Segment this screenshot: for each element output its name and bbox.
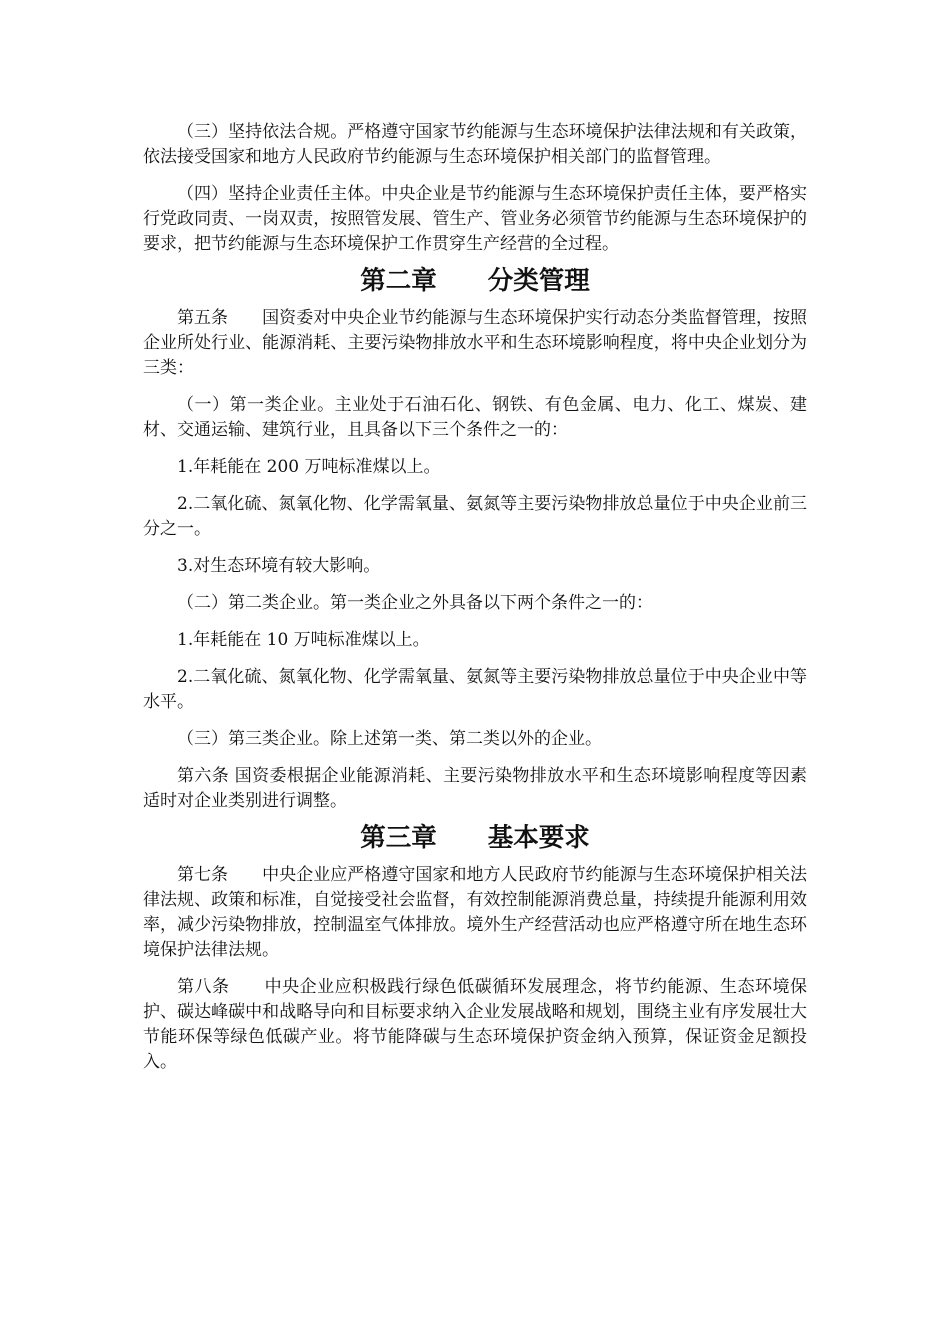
list-item-category-1-condition-3: 3.对生态环境有较大影响。 [177,556,381,576]
paragraph-principle-4: （四）坚持企业责任主体。中央企业是节约能源与生态环境保护责任主体，要严格实行党政同责、一岗双责，按照管发展、管生产、管业务必须管节约能源与生态环境保护的要求，把节约能源与生态环境保护工作贯穿生产经营的全过程。 [143,184,807,254]
document-page [143,120,807,1087]
list-item-category-2-condition-1: 1.年耗能在 10 万吨标准煤以上。 [177,630,430,650]
chapter-heading-2: 第二章 分类管理 [360,266,590,296]
article-5: 第五条 国资委对中央企业节约能源与生态环境保护实行动态分类监督管理，按照企业所处行业、能源消耗、主要污染物排放水平和生态环境影响程度，将中央企业划分为三类： [143,308,807,378]
article-7: 第七条 中央企业应严格遵守国家和地方人民政府节约能源与生态环境保护相关法律法规、政策和标准，自觉接受社会监督，有效控制能源消费总量，持续提升能源利用效率，减少污染物排放，控制温室气体排放。境外生产经营活动也应严格遵守所在地生态环境保护法律法规。 [143,865,807,960]
paragraph-principle-3: （三）坚持依法合规。严格遵守国家节约能源与生态环境保护法律法规和有关政策，依法接受国家和地方人民政府节约能源与生态环境保护相关部门的监督管理。 [143,122,807,167]
paragraph-category-3: （三）第三类企业。除上述第一类、第二类以外的企业。 [177,729,602,749]
list-item-category-2-condition-2: 2.二氧化硫、氮氧化物、化学需氧量、氨氮等主要污染物排放总量位于中央企业中等水平。 [143,667,807,712]
list-item-category-1-condition-1: 1.年耗能在 200 万吨标准煤以上。 [177,457,441,477]
list-item-category-1-condition-2: 2.二氧化硫、氮氧化物、化学需氧量、氨氮等主要污染物排放总量位于中央企业前三分之一。 [143,494,807,539]
article-8: 第八条 中央企业应积极践行绿色低碳循环发展理念，将节约能源、生态环境保护、碳达峰碳中和战略导向和目标要求纳入企业发展战略和规划，围绕主业有序发展壮大节能环保等绿色低碳产业。将节能降碳与生态环境保护资金纳入预算，保证资金足额投入。 [143,977,807,1072]
paragraph-category-1: （一）第一类企业。主业处于石油石化、钢铁、有色金属、电力、化工、煤炭、建材、交通运输、建筑行业，且具备以下三个条件之一的： [143,395,807,440]
paragraph-category-2: （二）第二类企业。第一类企业之外具备以下两个条件之一的： [177,593,653,613]
chapter-heading-3: 第三章 基本要求 [360,823,590,853]
article-6: 第六条 国资委根据企业能源消耗、主要污染物排放水平和生态环境影响程度等因素适时对企业类别进行调整。 [143,766,807,811]
